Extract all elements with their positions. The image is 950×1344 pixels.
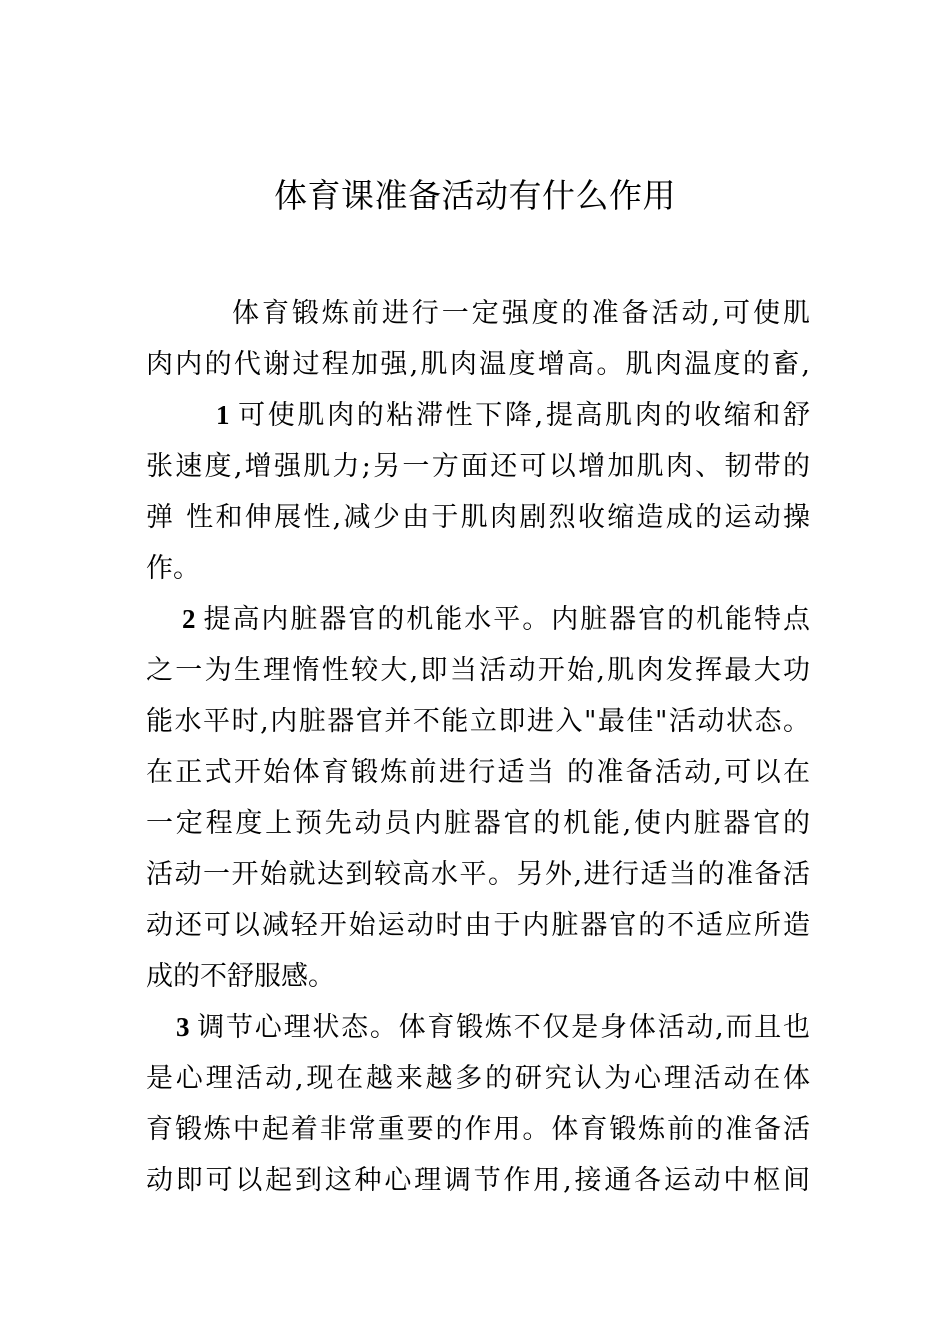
paragraph-line: 成的不舒服感。 <box>146 961 335 992</box>
paragraph-line: 一定程度上预先动员内脏器官的机能,使内脏器官的 <box>146 808 810 839</box>
paragraph-line-text: 调节心理状态。体育锻炼不仅是身体活动,而且也 <box>195 1012 810 1043</box>
paragraph-line: 体育锻炼前进行一定强度的准备活动,可使肌 <box>232 298 810 329</box>
point-number: 2 <box>182 604 196 634</box>
paragraph-line: 作。 <box>146 553 200 584</box>
paragraph-line <box>146 1002 810 1053</box>
paragraph-line: 育锻炼中起着非常重要的作用。体育锻炼前的准备活 <box>146 1114 810 1145</box>
document-title: 体育课准备活动有什么作用 <box>274 176 676 215</box>
document-body <box>146 288 810 1206</box>
paragraph-line-text: 提高内脏器官的机能水平。内脏器官的机能特点 <box>201 604 810 635</box>
paragraph-line: 肉内的代谢过程加强,肌肉温度增高。肌肉温度的畜, <box>146 349 810 380</box>
point-number: 3 <box>176 1012 190 1042</box>
paragraph-line: 动即可以起到这种心理调节作用,接通各运动中枢间 <box>146 1165 810 1196</box>
paragraph-line: 能水平时,内脏器官并不能立即进入"最佳"活动状态。 <box>146 706 810 737</box>
paragraph-line-text: 可使肌肉的粘滞性下降,提高肌肉的收缩和舒 <box>235 400 810 431</box>
paragraph-line <box>146 390 810 441</box>
paragraph-line <box>146 594 810 645</box>
paragraph-line: 活动一开始就达到较高水平。另外,进行适当的准备活 <box>146 859 810 890</box>
paragraph-line: 张速度,增强肌力;另一方面还可以增加肌肉、韧带的 <box>146 451 810 482</box>
paragraph-line: 是心理活动,现在越来越多的研究认为心理活动在体 <box>146 1063 810 1094</box>
point-number: 1 <box>216 400 230 430</box>
paragraph-line: 在正式开始体育锻炼前进行适当 的准备活动,可以在 <box>146 757 810 788</box>
paragraph-line: 之一为生理惰性较大,即当活动开始,肌肉发挥最大功 <box>146 655 810 686</box>
paragraph-line: 弹 性和伸展性,减少由于肌肉剧烈收缩造成的运动操 <box>146 502 810 533</box>
paragraph-line: 动还可以减轻开始运动时由于内脏器官的不适应所造 <box>146 910 810 941</box>
